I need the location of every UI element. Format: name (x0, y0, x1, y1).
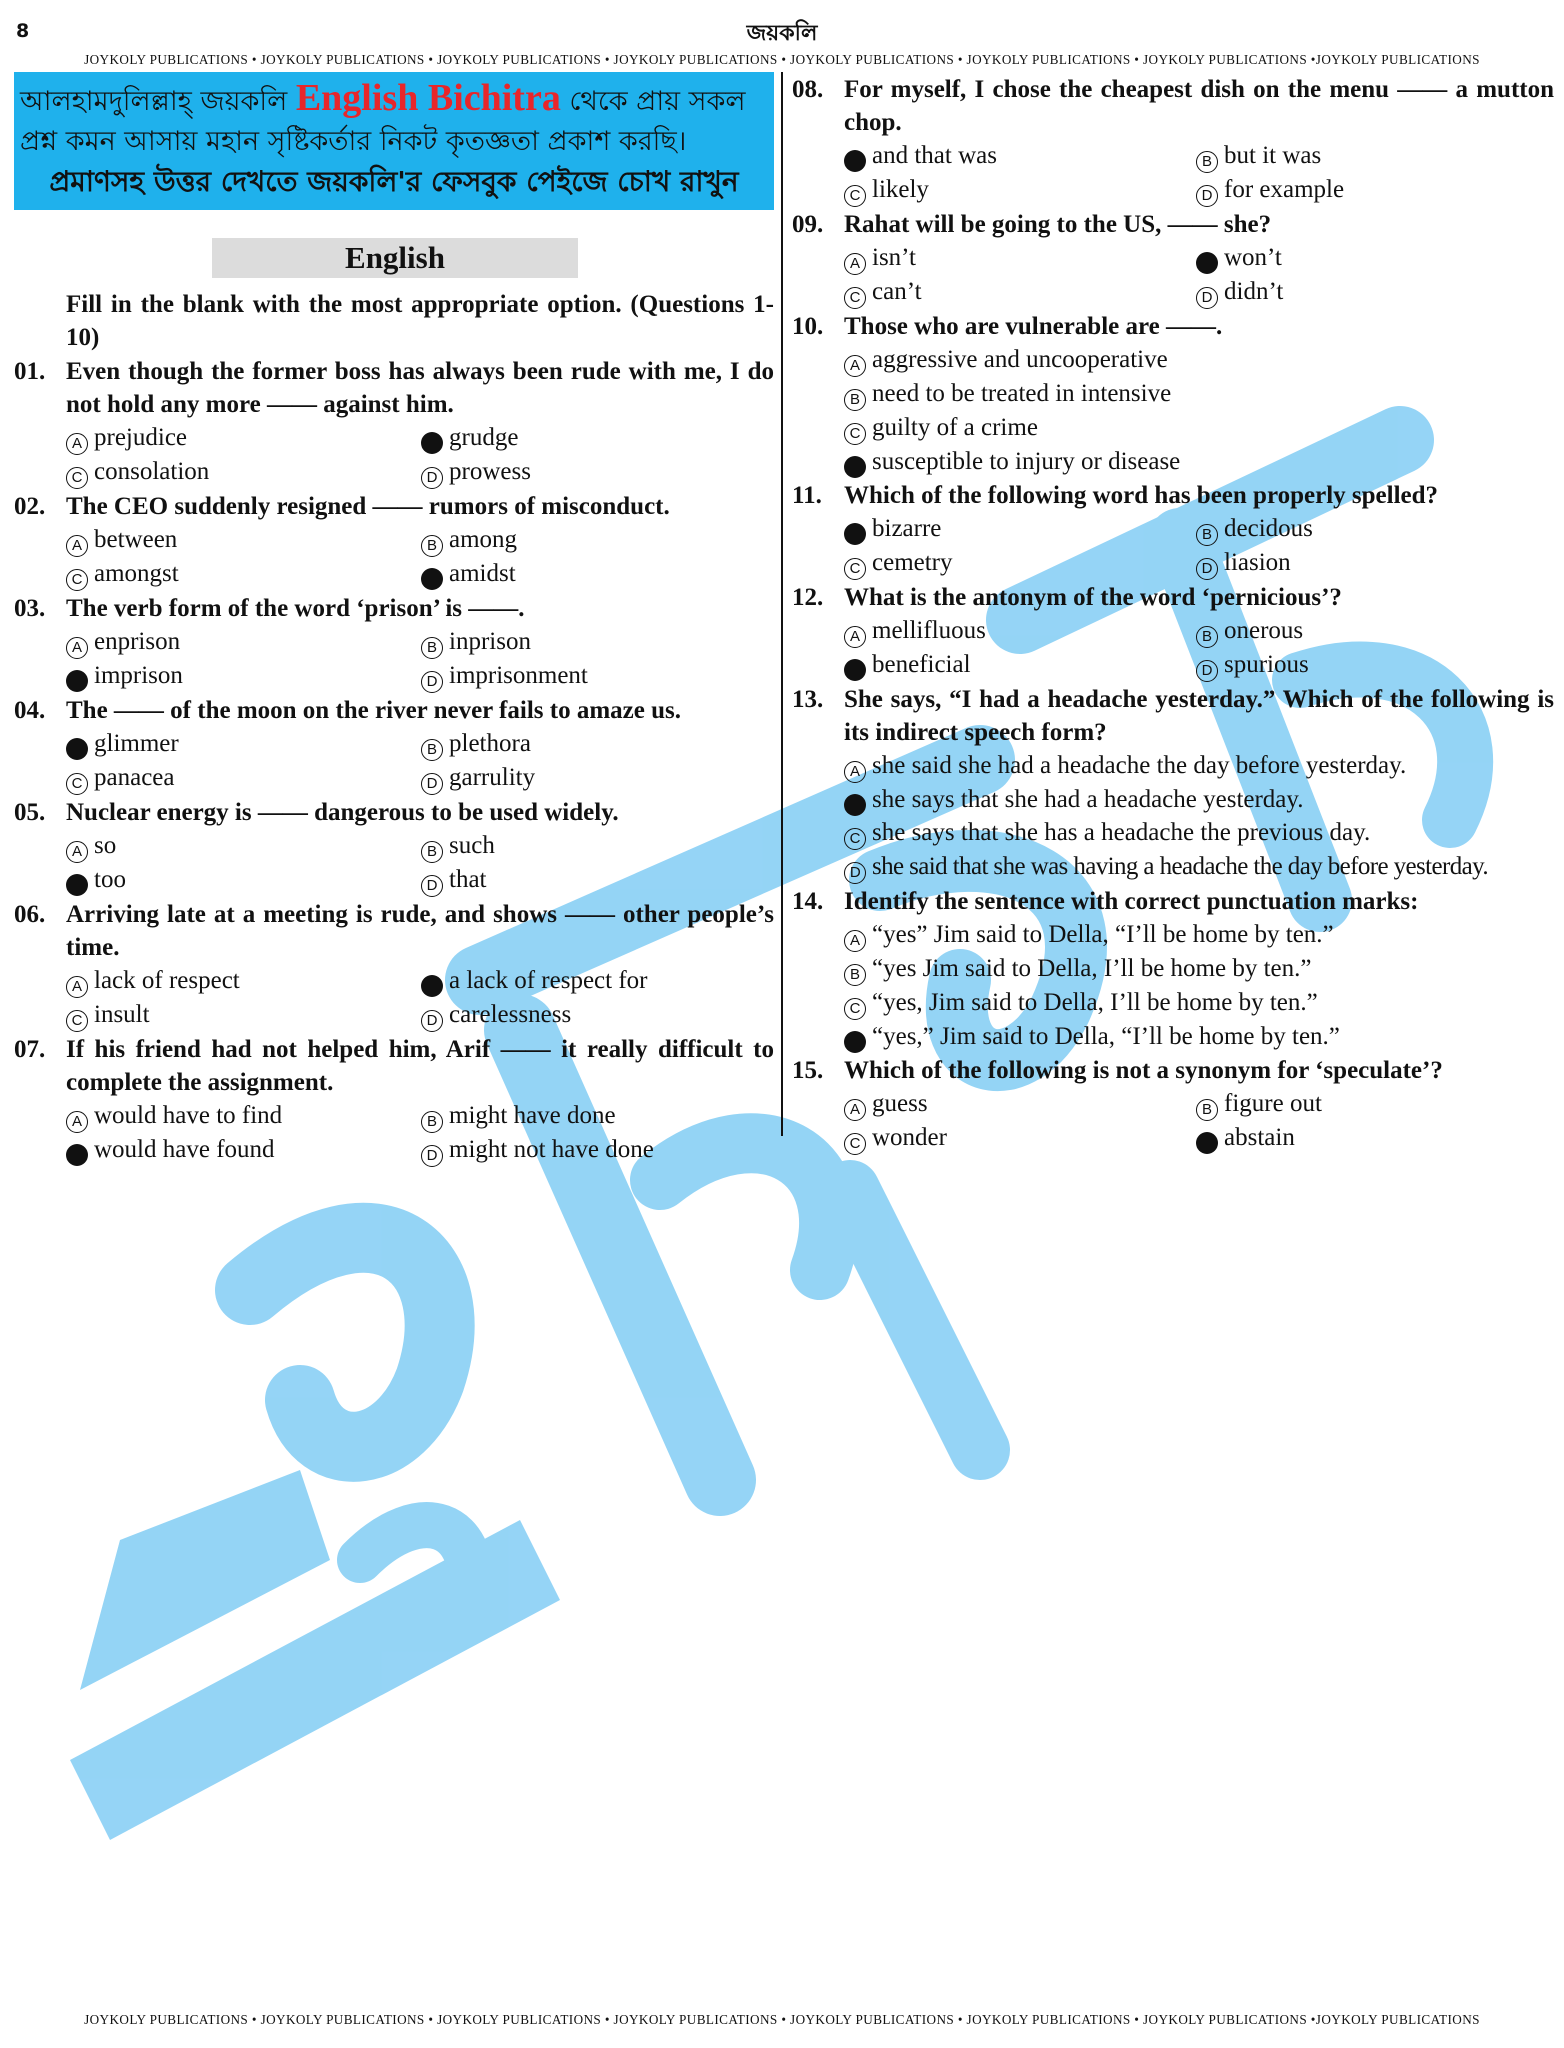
question-number: 11. (792, 482, 822, 509)
option-list (66, 964, 774, 1032)
option-list (66, 1099, 774, 1167)
publisher-strip-bottom: JOYKOLY PUBLICATIONS • JOYKOLY PUBLICATIONS • JOYKOLY PUBLICATIONS • JOYKOLY PUBLICATIONS • JOYKOLY PUBLICATIONS • JOYKOLY PUBLICATIONS • JOYKOLY PUBLICATIONS •JOYKOLY PUBLICATIONS (84, 2012, 1480, 2027)
option (844, 1121, 1196, 1155)
option-text: consolation (94, 458, 210, 485)
option-text: imprison (94, 662, 183, 689)
banner-line-1 (20, 78, 768, 122)
question-number: 07. (14, 1036, 46, 1063)
option-list (844, 139, 1554, 207)
option-text: among (449, 526, 518, 553)
option-text: she says that she had a headache yesterday. (872, 786, 1304, 813)
question-01 (14, 355, 774, 489)
option-letter-icon: B (844, 964, 866, 986)
option-letter-icon: C (844, 287, 866, 309)
option (1196, 512, 1554, 546)
option-letter-icon: B (1196, 626, 1218, 648)
option-letter-icon: C (844, 185, 866, 207)
option-text: guess (872, 1090, 928, 1117)
option-text: mellifluous (872, 617, 986, 644)
column-divider (781, 72, 783, 1136)
option (1196, 173, 1554, 207)
question-number: 03. (14, 595, 46, 622)
option (66, 455, 421, 489)
question-07 (14, 1033, 774, 1167)
option (421, 863, 774, 897)
option-text: prejudice (94, 424, 188, 451)
option-letter-icon: A (66, 637, 88, 659)
option-letter-icon: D (1196, 287, 1218, 309)
option (421, 625, 774, 659)
option-text: spurious (1224, 651, 1309, 678)
option-text: aggressive and uncooperative (872, 346, 1168, 373)
banner-accent-text: English Bichitra (295, 77, 561, 119)
option-text: isn’t (872, 244, 916, 271)
option-list (66, 829, 774, 897)
option-text: so (94, 832, 117, 859)
option (844, 850, 1554, 884)
option-correct (421, 964, 774, 998)
option-list (66, 421, 774, 489)
option-text: beneficial (872, 651, 971, 678)
publisher-strip-top: JOYKOLY PUBLICATIONS • JOYKOLY PUBLICATIONS • JOYKOLY PUBLICATIONS • JOYKOLY PUBLICATIONS • JOYKOLY PUBLICATIONS • JOYKOLY PUBLICATIONS • JOYKOLY PUBLICATIONS •JOYKOLY PUBLICATIONS (84, 52, 1480, 67)
option (421, 1099, 774, 1133)
option-letter-icon: B (421, 1111, 443, 1133)
option (844, 816, 1554, 850)
question-text: The verb form of the word ‘prison’ is ——. (66, 595, 525, 622)
option-letter-icon: D (844, 862, 866, 884)
option-text: “yes, Jim said to Della, I’ll be home by ten.” (872, 989, 1318, 1016)
option-text: might not have done (449, 1136, 654, 1163)
option (1196, 648, 1554, 682)
option-text: such (449, 832, 495, 859)
question-number: 04. (14, 697, 46, 724)
option (66, 625, 421, 659)
filled-circle-icon (66, 1144, 88, 1166)
option-text: can’t (872, 278, 922, 305)
option-letter-icon: D (421, 467, 443, 489)
option-correct (844, 139, 1196, 173)
question-text: Rahat will be going to the US, —— she? (844, 211, 1272, 238)
option-letter-icon: C (66, 467, 88, 489)
section-title: English (212, 238, 578, 278)
option (844, 918, 1554, 952)
option-text: amongst (94, 560, 179, 587)
question-list-left (14, 355, 774, 1167)
question-text: Nuclear energy is —— dangerous to be used widely. (66, 799, 619, 826)
option-text: grudge (449, 424, 519, 451)
option-text: guilty of a crime (872, 414, 1038, 441)
option-letter-icon: A (844, 253, 866, 275)
option-correct (1196, 241, 1554, 275)
option-letter-icon: C (66, 569, 88, 591)
option-letter-icon: C (66, 773, 88, 795)
option-list (66, 625, 774, 693)
option-text: wonder (872, 1124, 947, 1151)
option (1196, 275, 1554, 309)
option-text: for example (1224, 176, 1345, 203)
option-correct (844, 783, 1554, 816)
filled-circle-icon (844, 659, 866, 681)
filled-circle-icon (66, 874, 88, 896)
option-text: plethora (449, 730, 531, 757)
option-text: bizarre (872, 515, 942, 542)
running-header-title: জয়কলি (746, 21, 818, 46)
option (66, 557, 421, 591)
filled-circle-icon (844, 1031, 866, 1053)
option-letter-icon: A (844, 355, 866, 377)
filled-circle-icon (844, 150, 866, 172)
option-letter-icon: B (421, 739, 443, 761)
option-list (844, 918, 1554, 1053)
option-letter-icon: A (844, 1099, 866, 1121)
option-text: figure out (1224, 1090, 1322, 1117)
option-letter-icon: C (844, 828, 866, 850)
option-text: and that was (872, 142, 997, 169)
option (421, 829, 774, 863)
option (421, 455, 774, 489)
option-list (844, 614, 1554, 682)
option (421, 761, 774, 795)
option-letter-icon: D (1196, 660, 1218, 682)
option (421, 523, 774, 557)
option-text: didn’t (1224, 278, 1284, 305)
option-letter-icon: D (421, 875, 443, 897)
option-letter-icon: A (66, 841, 88, 863)
option (66, 421, 421, 455)
question-text: For myself, I chose the cheapest dish on the menu —— a mutton chop. (844, 76, 1554, 136)
option (844, 343, 1554, 377)
option-letter-icon: B (421, 535, 443, 557)
option-text: cemetry (872, 549, 953, 576)
question-list-right (792, 73, 1554, 1155)
question-number: 01. (14, 358, 46, 385)
filled-circle-icon (421, 432, 443, 454)
option-text: won’t (1224, 244, 1282, 271)
option (844, 1087, 1196, 1121)
option-correct (1196, 1121, 1554, 1155)
option (66, 998, 421, 1032)
option-letter-icon: B (421, 841, 443, 863)
option-text: lack of respect (94, 967, 240, 994)
option-letter-icon: D (1196, 558, 1218, 580)
filled-circle-icon (844, 456, 866, 478)
option-text: but it was (1224, 142, 1322, 169)
option-text: need to be treated in intensive (872, 380, 1172, 407)
option-list (844, 343, 1554, 478)
option-text: imprisonment (449, 662, 588, 689)
option-text: “yes Jim said to Della, I’ll be home by ten.” (872, 955, 1312, 982)
filled-circle-icon (844, 794, 866, 816)
option-letter-icon: C (844, 998, 866, 1020)
option-letter-icon: B (1196, 524, 1218, 546)
option-text: that (449, 866, 487, 893)
option-text: prowess (449, 458, 531, 485)
question-number: 02. (14, 493, 46, 520)
question-text: Which of the following is not a synonym for ‘speculate’? (844, 1057, 1443, 1084)
option-letter-icon: A (844, 930, 866, 952)
question-text: The —— of the moon on the river never fails to amaze us. (66, 697, 681, 724)
option (1196, 139, 1554, 173)
question-text: What is the antonym of the word ‘pernicious’? (844, 584, 1342, 611)
option (844, 275, 1196, 309)
option-correct (421, 557, 774, 591)
option-text: liasion (1224, 549, 1291, 576)
question-13 (792, 683, 1554, 884)
option (844, 377, 1554, 411)
option-letter-icon: D (421, 773, 443, 795)
option-list (66, 523, 774, 591)
option-letter-icon: B (1196, 1099, 1218, 1121)
question-text: The CEO suddenly resigned —— rumors of misconduct. (66, 493, 670, 520)
option (844, 411, 1554, 445)
question-text: Arriving late at a meeting is rude, and shows —— other people’s time. (66, 901, 774, 961)
right-column (792, 72, 1554, 1155)
banner-line-1-prefix: আলহামদুলিল্লাহ্ জয়কলি (20, 86, 296, 117)
option-correct (66, 659, 421, 693)
question-text: Which of the following word has been properly spelled? (844, 482, 1439, 509)
option-text: would have to find (94, 1102, 283, 1129)
option-letter-icon: C (844, 1133, 866, 1155)
question-number: 13. (792, 686, 824, 713)
option-text: insult (94, 1001, 150, 1028)
question-15 (792, 1054, 1554, 1155)
filled-circle-icon (66, 670, 88, 692)
option-correct (66, 863, 421, 897)
question-number: 12. (792, 584, 824, 611)
option-list (844, 749, 1554, 884)
question-09 (792, 208, 1554, 309)
option (844, 952, 1554, 986)
option-text: she says that she has a headache the previous day. (872, 819, 1371, 846)
option-letter-icon: A (66, 976, 88, 998)
option (66, 523, 421, 557)
option-text: garrulity (449, 764, 536, 791)
option (421, 1133, 774, 1167)
option-text: carelessness (449, 1001, 572, 1028)
option-text: enprison (94, 628, 181, 655)
option (844, 749, 1554, 783)
option-letter-icon: A (844, 626, 866, 648)
option-list (844, 1087, 1554, 1155)
option-letter-icon: A (66, 433, 88, 455)
option-correct (421, 421, 774, 455)
option (421, 727, 774, 761)
option (66, 1099, 421, 1133)
option (844, 614, 1196, 648)
option (66, 964, 421, 998)
option-text: too (94, 866, 126, 893)
option-correct (844, 1020, 1554, 1053)
option (1196, 614, 1554, 648)
question-05 (14, 796, 774, 897)
option-correct (844, 445, 1554, 478)
question-04 (14, 694, 774, 795)
option-letter-icon: D (421, 1145, 443, 1167)
question-12 (792, 581, 1554, 682)
section-instruction: Fill in the blank with the most appropriate option. (Questions 1-10) (66, 291, 774, 351)
question-number: 06. (14, 901, 46, 928)
option-letter-icon: C (66, 1010, 88, 1032)
option-letter-icon: B (1196, 151, 1218, 173)
option-letter-icon: B (844, 389, 866, 411)
option-text: abstain (1224, 1124, 1295, 1151)
option (1196, 1087, 1554, 1121)
filled-circle-icon (421, 568, 443, 590)
question-number: 08. (792, 76, 824, 103)
question-11 (792, 479, 1554, 580)
option-text: glimmer (94, 730, 179, 757)
banner-line-1-suffix: থেকে প্রায় সকল (560, 86, 746, 117)
option-text: might have done (449, 1102, 616, 1129)
question-text: Those who are vulnerable are ——. (844, 313, 1223, 340)
banner-line-3: প্রমাণসহ উত্তর দেখতে জয়কলি'র ফেসবুক পেইজে চোখ রাখুন (49, 165, 739, 198)
option (421, 998, 774, 1032)
banner-line-2: প্রশ্ন কমন আসায় মহান সৃষ্টিকর্তার নিকট কৃতজ্ঞতা প্রকাশ করছি। (20, 126, 687, 157)
option-correct (66, 1133, 421, 1167)
question-number: 14. (792, 888, 824, 915)
filled-circle-icon (421, 975, 443, 997)
option-text: she said that she was having a headache the day before yesterday. (872, 853, 1489, 880)
option (1196, 546, 1554, 580)
option-letter-icon: D (421, 1010, 443, 1032)
option-correct (66, 727, 421, 761)
option (66, 829, 421, 863)
question-text: Identify the sentence with correct punctuation marks: (844, 888, 1419, 915)
option-list (844, 241, 1554, 309)
question-08 (792, 73, 1554, 207)
option-text: decidous (1224, 515, 1313, 542)
option-text: would have found (94, 1136, 275, 1163)
question-text: If his friend had not helped him, Arif —— it really difficult to complete the assignment. (66, 1036, 774, 1096)
option (421, 659, 774, 693)
option-letter-icon: D (1196, 185, 1218, 207)
option-text: susceptible to injury or disease (872, 448, 1181, 475)
question-03 (14, 592, 774, 693)
option-letter-icon: C (844, 558, 866, 580)
option (844, 546, 1196, 580)
option-list (66, 727, 774, 795)
option-text: amidst (449, 560, 516, 587)
option (844, 241, 1196, 275)
option-letter-icon: D (421, 671, 443, 693)
filled-circle-icon (66, 738, 88, 760)
question-14 (792, 885, 1554, 1053)
option-correct (844, 512, 1196, 546)
question-10 (792, 310, 1554, 478)
question-text: She says, “I had a headache yesterday.” Which of the following is its indirect speech form? (844, 686, 1554, 746)
question-number: 10. (792, 313, 824, 340)
option-text: panacea (94, 764, 175, 791)
filled-circle-icon (844, 523, 866, 545)
question-02 (14, 490, 774, 591)
filled-circle-icon (1196, 252, 1218, 274)
option (66, 761, 421, 795)
question-text: Even though the former boss has always been rude with me, I do not hold any more —— against him. (66, 358, 774, 418)
option-text: inprison (449, 628, 531, 655)
option-letter-icon: C (844, 423, 866, 445)
filled-circle-icon (1196, 1132, 1218, 1154)
option-text: “yes,” Jim said to Della, “I’ll be home by ten.” (872, 1023, 1340, 1050)
option-text: “yes” Jim said to Della, “I’ll be home by ten.” (872, 921, 1334, 948)
option-text: likely (872, 176, 929, 203)
promo-banner (14, 72, 774, 210)
option-letter-icon: A (844, 761, 866, 783)
question-number: 05. (14, 799, 46, 826)
option-letter-icon: A (66, 535, 88, 557)
page-number: 8 (16, 20, 30, 42)
left-column (14, 72, 774, 1167)
option-correct (844, 648, 1196, 682)
option-text: she said she had a headache the day before yesterday. (872, 752, 1407, 779)
option-text: between (94, 526, 178, 553)
option (844, 173, 1196, 207)
option-text: a lack of respect for (449, 967, 648, 994)
question-number: 09. (792, 211, 824, 238)
option-letter-icon: B (421, 637, 443, 659)
option-text: onerous (1224, 617, 1304, 644)
question-06 (14, 898, 774, 1032)
question-number: 15. (792, 1057, 824, 1084)
option (844, 986, 1554, 1020)
option-list (844, 512, 1554, 580)
option-letter-icon: A (66, 1111, 88, 1133)
